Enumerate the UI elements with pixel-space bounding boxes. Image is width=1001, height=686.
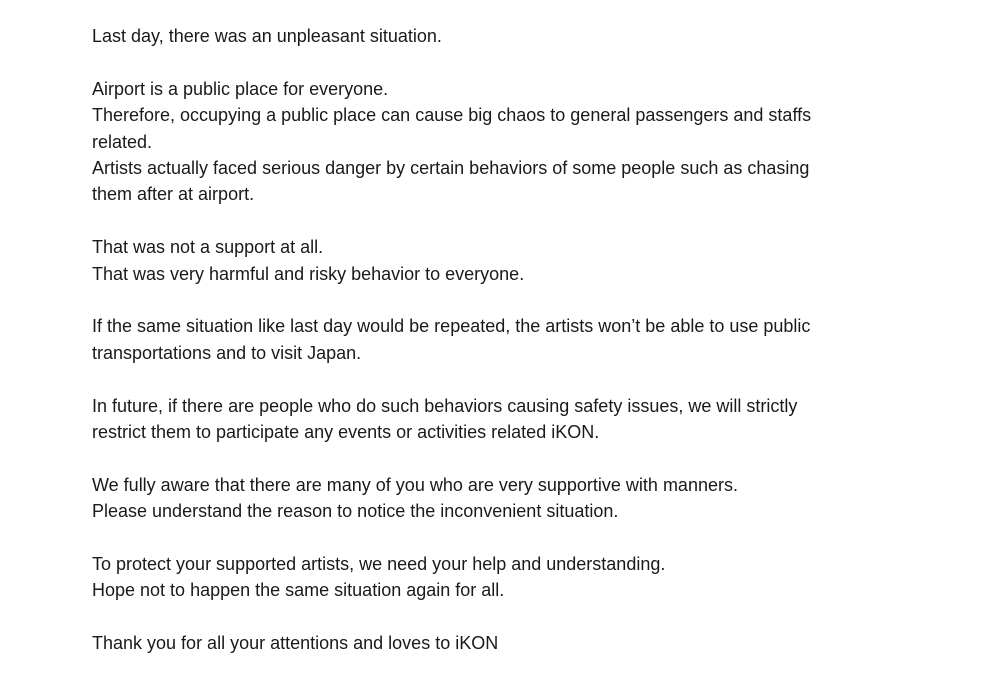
text-line: Last day, there was an unpleasant situation. [92, 26, 442, 46]
text-line: Artists actually faced serious danger by certain behaviors of some people such as chasing [92, 158, 810, 179]
text-line: Hope not to happen the same situation again for all. [92, 580, 505, 601]
paragraph-airport [92, 76, 952, 208]
text-line: related. [92, 131, 153, 152]
text-line: transportations and to visit Japan. [92, 342, 362, 363]
paragraph-awareness [92, 472, 952, 525]
text-line: them after at airport. [92, 184, 255, 205]
text-line: Therefore, occupying a public place can cause big chaos to general passengers and staffs [92, 105, 812, 126]
text-line: Airport is a public place for everyone. [92, 78, 389, 99]
text-line: restrict them to participate any events or activities related iKON. [92, 422, 600, 443]
paragraph-request [92, 551, 952, 604]
paragraph-restriction [92, 393, 952, 446]
paragraph-repeat-warning [92, 313, 952, 366]
text-line: That was very harmful and risky behavior to everyone. [92, 263, 525, 284]
text-line: In future, if there are people who do such behaviors causing safety issues, we will strictly [92, 395, 798, 416]
notice-body [92, 23, 952, 657]
paragraph-opening [92, 23, 952, 49]
text-line: Please understand the reason to notice the inconvenient situation. [92, 501, 619, 522]
paragraph-not-support [92, 234, 952, 287]
text-line: That was not a support at all. [92, 237, 324, 258]
text-line: Thank you for all your attentions and loves to iKON [92, 633, 499, 654]
text-line: To protect your supported artists, we need your help and understanding. [92, 554, 666, 575]
paragraph-closing [92, 630, 952, 656]
text-line: If the same situation like last day would be repeated, the artists won’t be able to use public [92, 316, 811, 337]
text-line: We fully aware that there are many of you who are very supportive with manners. [92, 474, 738, 495]
